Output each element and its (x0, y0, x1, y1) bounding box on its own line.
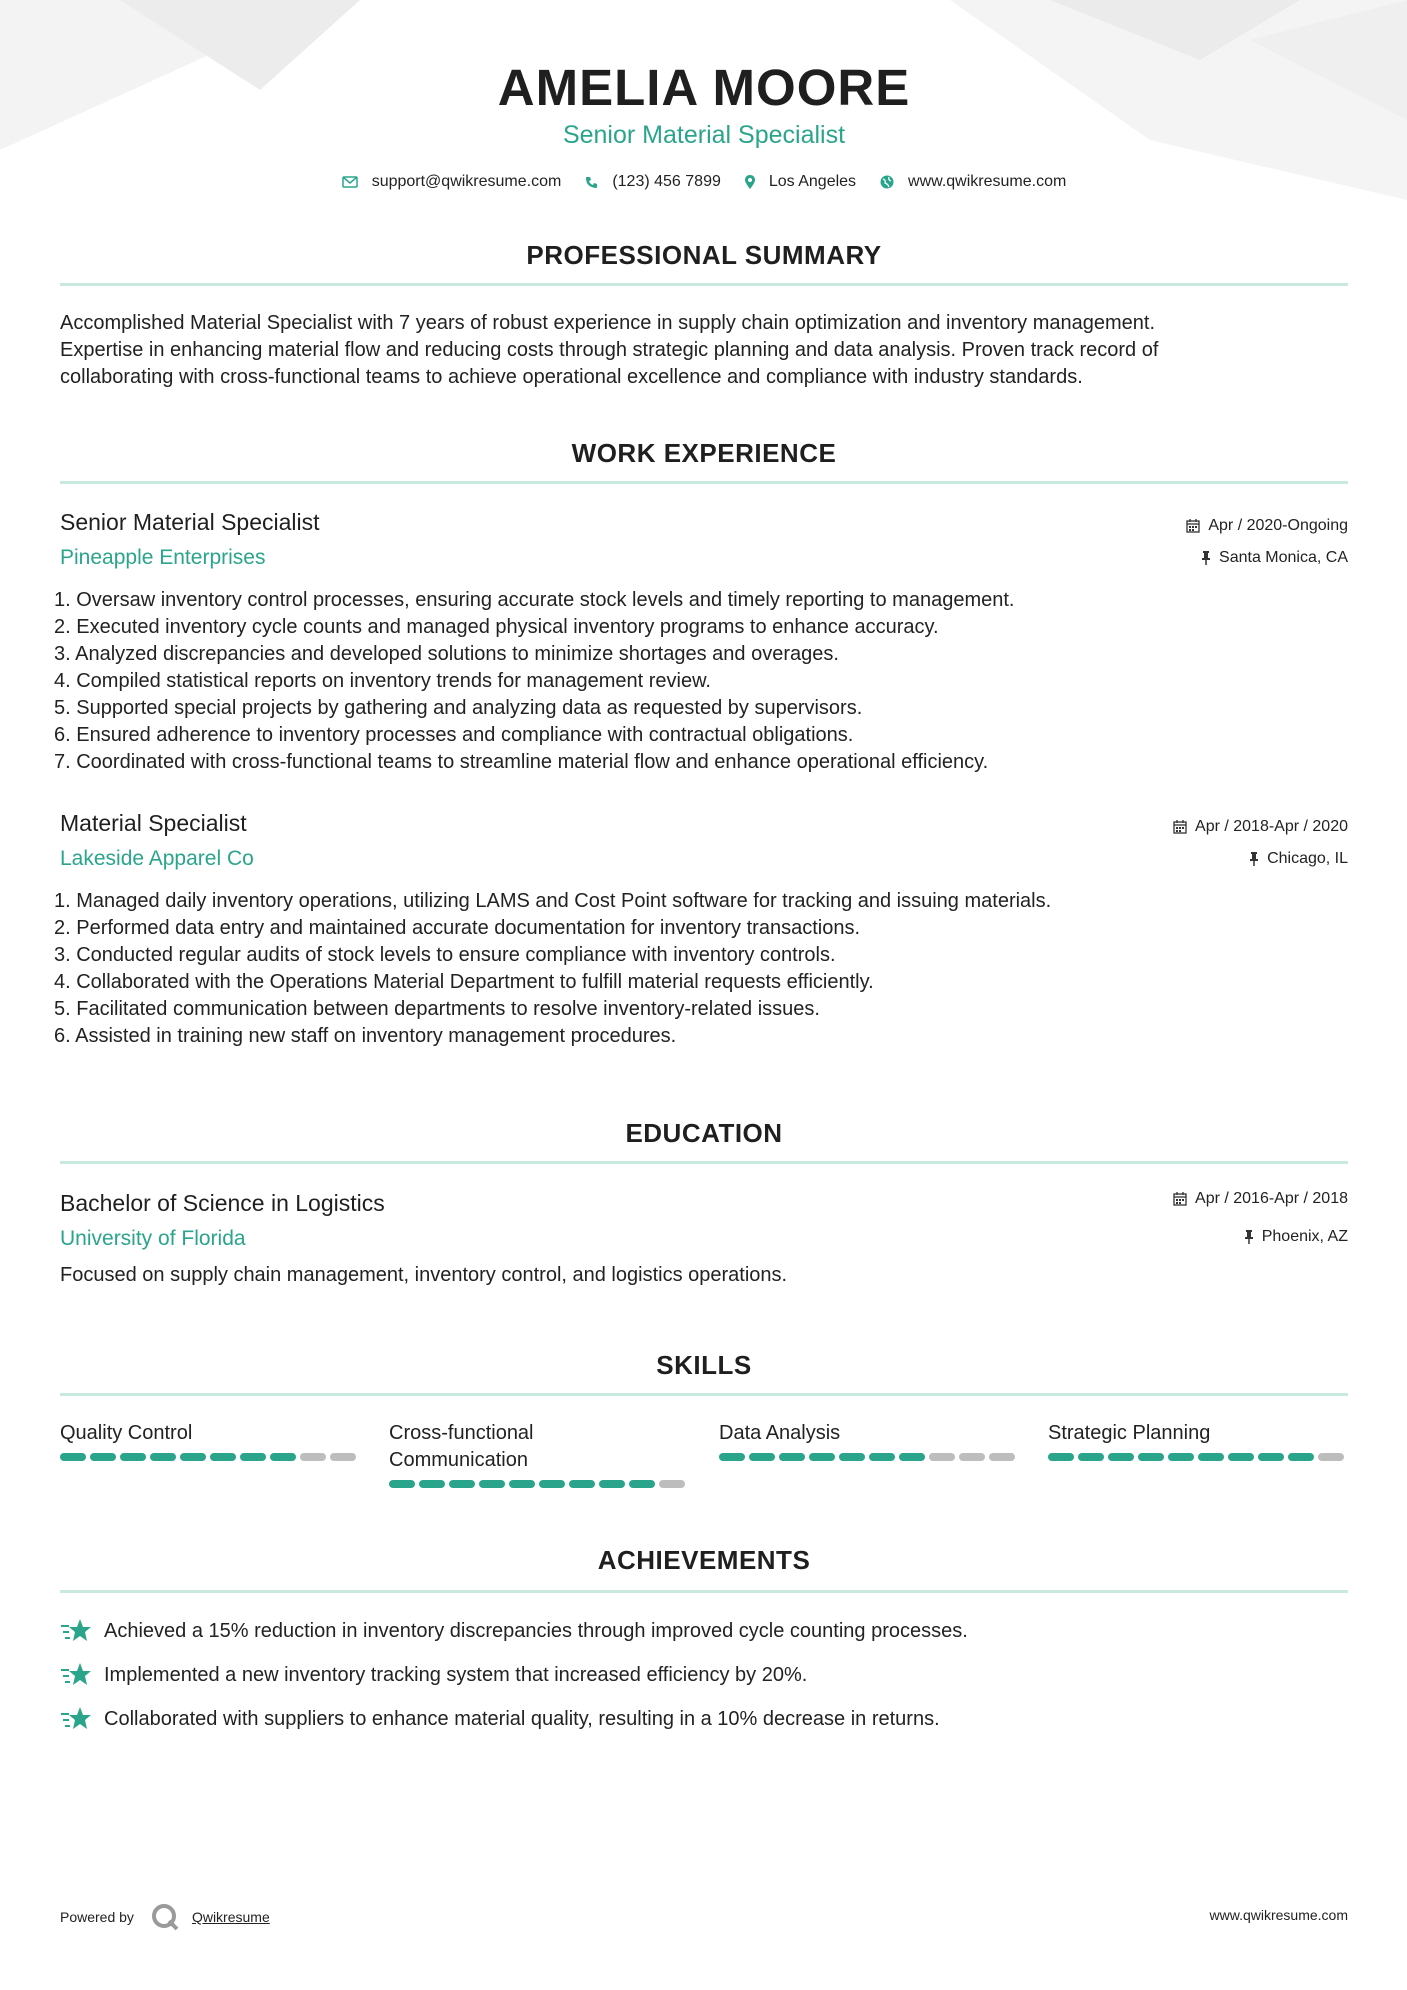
pushpin-icon (1244, 1230, 1254, 1244)
skill-segment-filled (479, 1480, 505, 1488)
brand-link[interactable]: Qwikresume (191, 1909, 270, 1925)
candidate-name: AMELIA MOORE (497, 59, 911, 116)
list-item: 6. Ensured adherence to inventory processes and compliance with contractual obligations. (54, 724, 854, 746)
contact-location (745, 173, 856, 191)
list-item: 1. Oversaw inventory control processes, ensuring accurate stock levels and timely reporting to management. (54, 589, 1015, 611)
calendar-icon (1173, 820, 1187, 834)
skill-name-line2: Communication (389, 1449, 528, 1471)
skill-segment-filled (120, 1453, 146, 1461)
pushpin-icon (1201, 551, 1211, 565)
job-title: Material Specialist (60, 810, 247, 836)
skill-segment-empty (1318, 1453, 1344, 1461)
skill-segment-filled (779, 1453, 805, 1461)
candidate-title: Senior Material Specialist (562, 121, 846, 149)
phone-icon (585, 176, 598, 189)
skill-segment-empty (959, 1453, 985, 1461)
star-icon (60, 1705, 92, 1733)
job-dates (1173, 818, 1348, 836)
skill-segment-filled (869, 1453, 895, 1461)
location-text: Chicago, IL (1267, 850, 1348, 867)
skill-segment-filled (1168, 1453, 1194, 1461)
skill-segment-filled (509, 1480, 535, 1488)
skill-segment-filled (1078, 1453, 1104, 1461)
dates-text: Apr / 2016-Apr / 2018 (1195, 1190, 1348, 1207)
skill-segment-filled (1108, 1453, 1134, 1461)
skill-level-bar (60, 1453, 360, 1461)
school-name: University of Florida (60, 1227, 246, 1250)
footer-website[interactable]: www.qwikresume.com (1209, 1907, 1348, 1923)
summary-text (60, 310, 1158, 391)
list-item: 7. Coordinated with cross-functional teams to streamline material flow and enhance operational efficiency. (54, 751, 989, 773)
job-location (1249, 850, 1348, 868)
skill-segment-filled (719, 1453, 745, 1461)
skill-segment-filled (899, 1453, 925, 1461)
skill-segment-filled (240, 1453, 266, 1461)
education-dates (1173, 1190, 1348, 1208)
skill-segment-empty (989, 1453, 1015, 1461)
summary-line: Expertise in enhancing material flow and reducing costs through strategic planning and data analysis. Proven track record of (60, 339, 1159, 361)
responsibility-list (54, 587, 1348, 776)
list-item: 6. Assisted in training new staff on inventory management procedures. (54, 1025, 677, 1047)
section-divider (60, 1161, 1348, 1164)
company-name: Lakeside Apparel Co (60, 847, 254, 870)
skill-segment-filled (419, 1480, 445, 1488)
list-item: 4. Compiled statistical reports on inventory trends for management review. (54, 670, 711, 692)
skill-item (389, 1420, 689, 1488)
education-heading: EDUCATION (625, 1118, 783, 1148)
degree-title: Bachelor of Science in Logistics (60, 1190, 385, 1216)
skill-segment-filled (749, 1453, 775, 1461)
skill-segment-filled (539, 1480, 565, 1488)
location-text: Phoenix, AZ (1261, 1228, 1348, 1245)
skill-segment-filled (569, 1480, 595, 1488)
skill-segment-filled (60, 1453, 86, 1461)
list-item: 5. Facilitated communication between departments to resolve inventory-related issues. (54, 998, 820, 1020)
list-item: 3. Conducted regular audits of stock levels to ensure compliance with inventory controls. (54, 944, 836, 966)
skill-segment-filled (599, 1480, 625, 1488)
job-location (1201, 549, 1348, 567)
skill-segment-filled (1258, 1453, 1284, 1461)
email-text: support@qwikresume.com (371, 173, 562, 190)
job-title: Senior Material Specialist (60, 509, 320, 535)
list-item: 5. Supported special projects by gathering and analyzing data as requested by supervisors. (54, 697, 863, 719)
achievement-item (60, 1617, 968, 1645)
list-item: 3. Analyzed discrepancies and developed solutions to minimize shortages and overages. (54, 643, 839, 665)
skill-segment-empty (330, 1453, 356, 1461)
skill-segment-filled (449, 1480, 475, 1488)
skill-item (1048, 1420, 1348, 1461)
location-text: Los Angeles (768, 173, 857, 190)
education-description: Focused on supply chain management, inventory control, and logistics operations. (60, 1264, 788, 1286)
powered-by-label: Powered by (60, 1909, 134, 1925)
globe-icon (880, 175, 894, 189)
education-location (1244, 1228, 1348, 1246)
skill-item (719, 1420, 1019, 1461)
achievement-text: Collaborated with suppliers to enhance material quality, resulting in a 10% decrease in returns. (104, 1707, 940, 1730)
skill-segment-filled (270, 1453, 296, 1461)
achievement-item (60, 1661, 807, 1689)
section-divider (60, 1393, 1348, 1396)
skill-segment-filled (180, 1453, 206, 1461)
phone-text: (123) 456 7899 (612, 173, 721, 190)
star-icon (60, 1661, 92, 1689)
skill-segment-filled (90, 1453, 116, 1461)
achievement-text: Achieved a 15% reduction in inventory discrepancies through improved cycle counting processes. (104, 1619, 968, 1642)
skill-item (60, 1420, 360, 1461)
skill-level-bar (1048, 1453, 1348, 1461)
skill-segment-filled (1288, 1453, 1314, 1461)
list-item: 1. Managed daily inventory operations, utilizing LAMS and Cost Point software for tracking and issuing materials. (54, 890, 1052, 912)
skill-segment-filled (1198, 1453, 1224, 1461)
footer-powered-by (60, 1902, 270, 1932)
skill-segment-filled (389, 1480, 415, 1488)
job-dates (1186, 517, 1348, 535)
achievements-heading: ACHIEVEMENTS (597, 1545, 811, 1575)
skill-segment-filled (210, 1453, 236, 1461)
summary-line: collaborating with cross-functional teams to achieve operational excellence and compliance with industry standards. (60, 366, 1083, 388)
contact-website[interactable] (880, 173, 1066, 191)
envelope-icon (342, 176, 358, 188)
skill-level-bar (719, 1453, 1019, 1461)
summary-heading: PROFESSIONAL SUMMARY (526, 240, 882, 270)
dates-text: Apr / 2020-Ongoing (1208, 517, 1348, 534)
skill-segment-filled (839, 1453, 865, 1461)
contact-email[interactable] (342, 173, 562, 191)
summary-line: Accomplished Material Specialist with 7 years of robust experience in supply chain optimization and inventory management. (60, 312, 1156, 334)
skill-name: Data Analysis (719, 1422, 841, 1444)
achievement-text: Implemented a new inventory tracking system that increased efficiency by 20%. (104, 1663, 808, 1686)
skill-segment-filled (1228, 1453, 1254, 1461)
website-text: www.qwikresume.com (908, 173, 1067, 190)
skill-segment-empty (929, 1453, 955, 1461)
contact-phone[interactable] (585, 173, 721, 191)
pushpin-icon (1249, 852, 1259, 866)
list-item: 2. Executed inventory cycle counts and managed physical inventory programs to enhance accuracy. (54, 616, 939, 638)
location-text: Santa Monica, CA (1219, 549, 1348, 566)
calendar-icon (1173, 1192, 1187, 1206)
qwikresume-logo-icon (150, 1902, 180, 1932)
responsibility-list (54, 888, 1348, 1050)
skill-segment-filled (809, 1453, 835, 1461)
contact-bar (60, 173, 1348, 191)
skill-level-bar (389, 1480, 689, 1488)
skill-segment-filled (1048, 1453, 1074, 1461)
list-item: 4. Collaborated with the Operations Material Department to fulfill material requests efficiently. (54, 971, 874, 993)
skill-segment-filled (150, 1453, 176, 1461)
skill-segment-filled (1138, 1453, 1164, 1461)
section-divider (60, 1590, 1348, 1593)
achievement-item (60, 1705, 940, 1733)
map-pin-icon (745, 175, 755, 189)
skill-name: Cross-functional (389, 1422, 534, 1444)
list-item: 2. Performed data entry and maintained accurate documentation for inventory transactions. (54, 917, 861, 939)
star-icon (60, 1617, 92, 1645)
skill-name: Quality Control (60, 1422, 193, 1444)
dates-text: Apr / 2018-Apr / 2020 (1195, 818, 1348, 835)
company-name: Pineapple Enterprises (60, 546, 266, 569)
experience-heading: WORK EXPERIENCE (571, 438, 837, 468)
calendar-icon (1186, 519, 1200, 533)
section-divider (60, 481, 1348, 484)
section-divider (60, 283, 1348, 286)
skill-segment-empty (300, 1453, 326, 1461)
skill-segment-filled (629, 1480, 655, 1488)
skill-name: Strategic Planning (1048, 1422, 1211, 1444)
skills-heading: SKILLS (656, 1350, 752, 1380)
skill-segment-empty (659, 1480, 685, 1488)
